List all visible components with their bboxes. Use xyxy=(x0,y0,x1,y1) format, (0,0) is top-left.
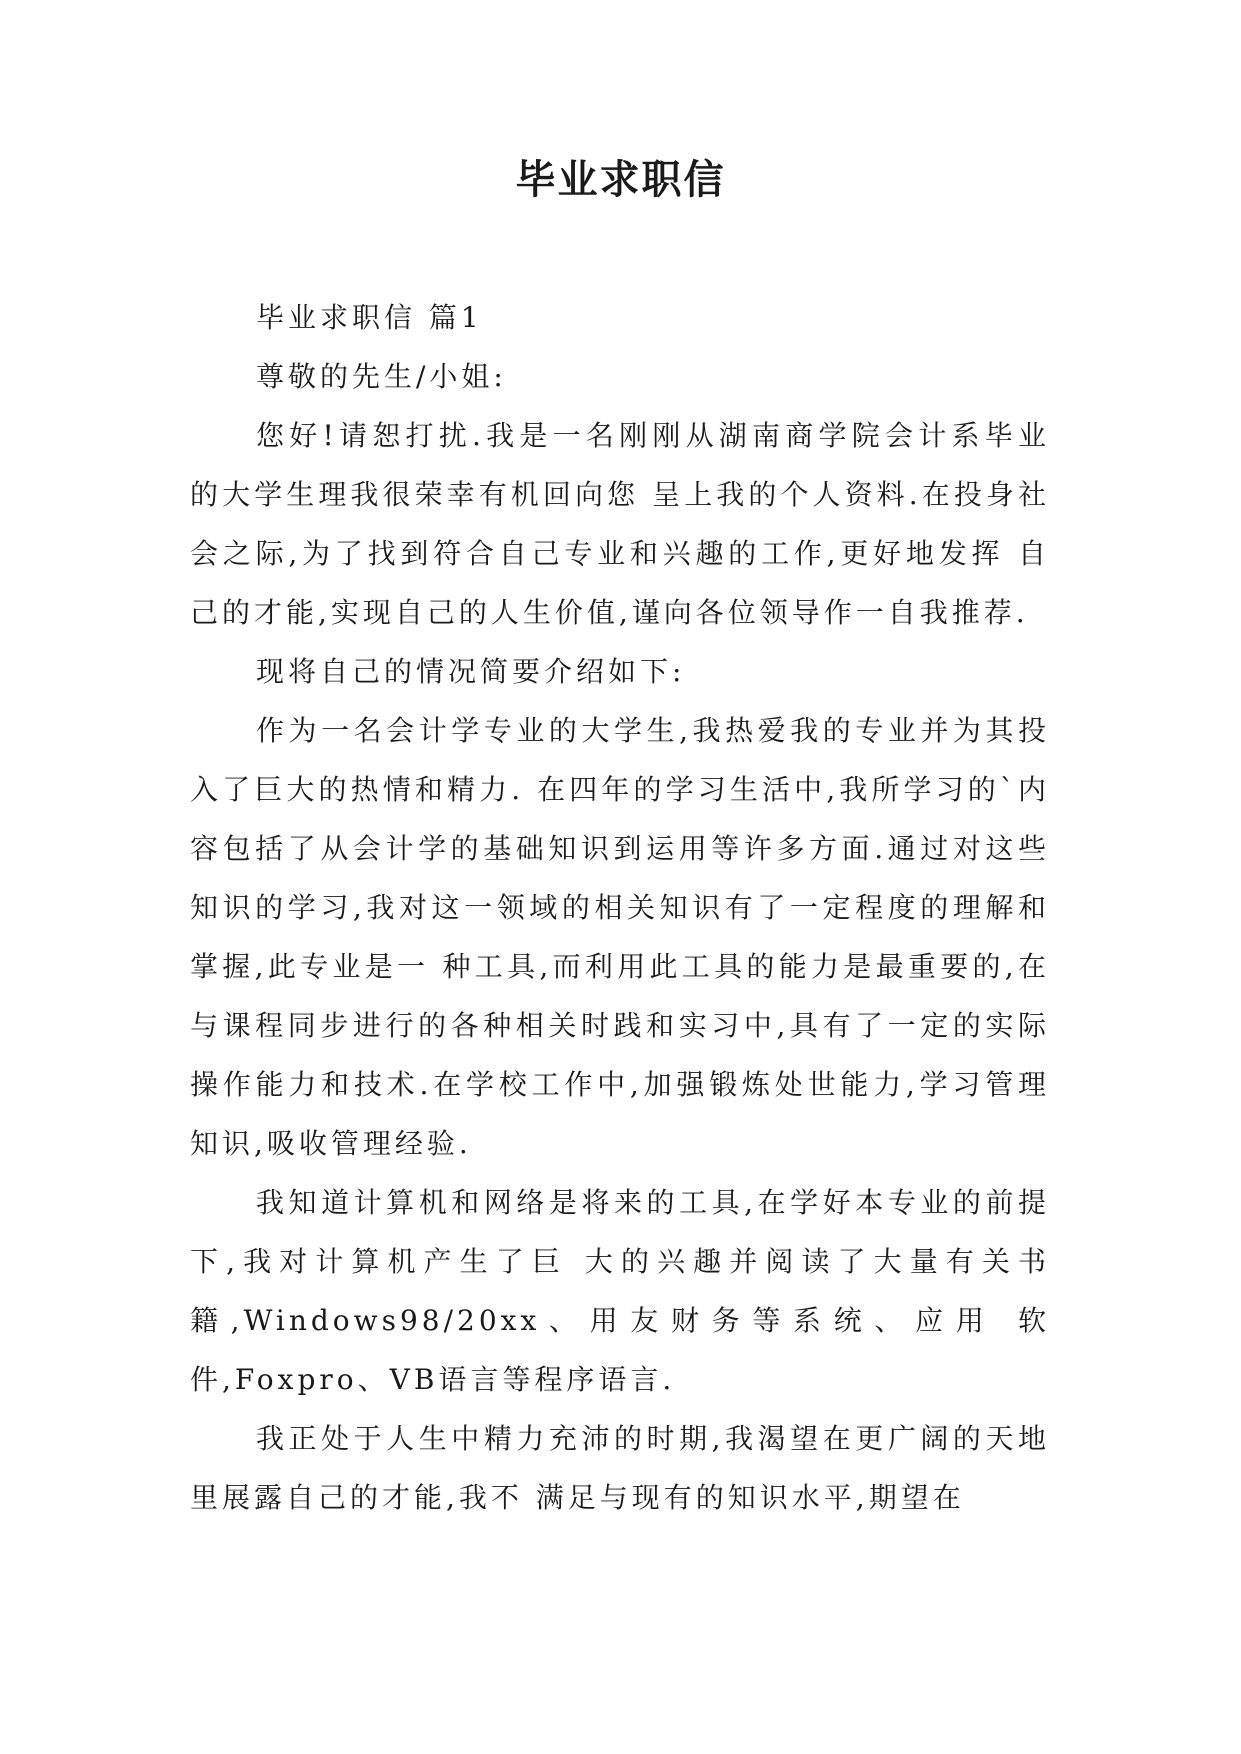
paragraph-heading: 毕业求职信 篇1 xyxy=(256,301,483,334)
paragraph-introduction: 您好!请恕打扰.我是一名刚刚从湖南商学院会计系毕业的大学生理我很荣幸有机回向您 呈上我的个人资料.在投身社会之际,为了找到符合自己专业和兴趣的工作,更好地发挥 自己的才能,实现自己的人生价值,谨向各位领导作一自我推荐. xyxy=(190,419,1050,629)
paragraph-education: 作为一名会计学专业的大学生,我热爱我的专业并为其投入了巨大的热情和精力. 在四年的学习生活中,我所学习的`内容包括了从会计学的基础知识到运用等许多方面.通过对这些知识的学习,我对这一领域的相关知识有了一定程度的理解和掌握,此专业是一 种工具,而利用此工具的能力是最重要的,在与课程同步进行的各种相关时践和实习中,具有了一定的实际操作能力和技术.在学校工作中,加强锻炼处世能力,学习管理知识,吸收管理经验. xyxy=(190,714,1050,1160)
document-body xyxy=(190,288,1050,1527)
paragraph-computer-skills: 我知道计算机和网络是将来的工具,在学好本专业的前提下,我对计算机产生了巨 大的兴趣并阅读了大量有关书籍,Windows98/20xx、用友财务等系统、应用 软件,Foxpro、VB语言等程序语言. xyxy=(190,1186,1050,1396)
document-title: 毕业求职信 xyxy=(515,157,726,203)
paragraph-lead-in: 现将自己的情况简要介绍如下: xyxy=(256,655,686,688)
paragraph-aspiration: 我正处于人生中精力充沛的时期,我渴望在更广阔的天地里展露自己的才能,我不 满足与现有的知识水平,期望在 xyxy=(190,1422,1050,1514)
paragraph-salutation: 尊敬的先生/小姐: xyxy=(256,360,507,393)
